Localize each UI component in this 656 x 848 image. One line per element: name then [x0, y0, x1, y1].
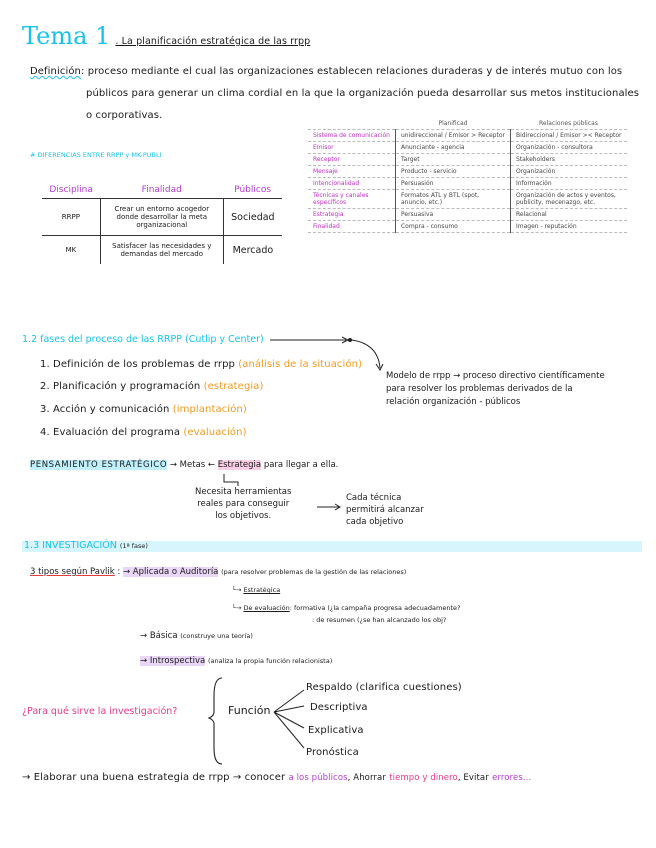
- diferencias-label: # DIFERENCIAS ENTRE RRPP y MK-PUBLI: [30, 151, 162, 159]
- basica-note: (construye una teoría): [180, 632, 253, 640]
- funcion-branch-explicativa: Explicativa: [308, 725, 364, 736]
- cmp-right: Relacional: [510, 209, 626, 221]
- section-1-3-title-text: 1.3 INVESTIGACIÓN: [24, 540, 117, 551]
- herr-line-1: Necesita herramientas: [195, 487, 292, 497]
- phase-1-extra: (análisis de la situación): [238, 359, 363, 370]
- final-prefix: → Elaborar una buena estrategia de rrpp → conocer: [22, 772, 286, 783]
- model-line-3: relación organización - públicos: [386, 397, 521, 407]
- disc-row-rrpp-publicos: Sociedad: [223, 199, 282, 236]
- introspectiva-label: → Introspectiva: [140, 656, 206, 666]
- phase-3-extra: (implantación): [172, 404, 247, 415]
- herr-line-2: reales para conseguir: [197, 499, 290, 509]
- phase-1: [40, 359, 362, 370]
- cmp-header-empty: [308, 118, 395, 130]
- cmp-header-publicidad: Planificad: [395, 118, 510, 130]
- cmp-right: Información: [510, 178, 626, 190]
- disc-row-rrpp-finalidad: Crear un entorno acogedor donde desarrollar la meta organizacional: [100, 199, 223, 236]
- cmp-key: Mensaje: [308, 166, 395, 178]
- disc-row-mk-publicos: Mercado: [232, 244, 274, 256]
- cmp-row: [308, 166, 627, 178]
- final-errores: errores...: [492, 773, 532, 783]
- cmp-right: Bidireccional / Emisor >< Receptor: [510, 130, 626, 142]
- herramientas-note: [195, 486, 291, 522]
- section-1-3-title: [24, 540, 148, 551]
- cmp-key: Estrategia: [308, 209, 395, 221]
- funcion-branch-respaldo: Respaldo (clarifica cuestiones): [306, 682, 462, 693]
- evaluacion-label: De evaluación: [243, 604, 290, 612]
- phase-2-text: 2. Planificación y programación: [40, 381, 201, 392]
- cmp-mid: Compra - consumo: [395, 221, 510, 233]
- cmp-row: [308, 221, 627, 233]
- phase-4-extra: (evaluación): [183, 427, 247, 438]
- cmp-key: Emisor: [308, 142, 395, 154]
- aplicada-label: → Aplicada o Auditoría: [122, 567, 219, 577]
- definition-label: Definición: [30, 66, 81, 77]
- estrategica-row: └→ Estratégica: [232, 586, 281, 594]
- disc-header-publicos: Públicos: [223, 182, 282, 199]
- phase-2-extra: (estrategia): [203, 381, 264, 392]
- model-note: [386, 370, 605, 409]
- phase-1-text: 1. Definición de los problemas de rrpp: [40, 359, 235, 370]
- cmp-right: Organización: [510, 166, 626, 178]
- cmp-mid: Anunciante - agencia: [395, 142, 510, 154]
- estrategica-label: Estratégica: [243, 586, 281, 594]
- disc-header-disciplina: Disciplina: [42, 182, 100, 199]
- tecnica-line-2: permitirá alcanzar: [346, 505, 424, 515]
- cmp-key: Intencionalidad: [308, 178, 395, 190]
- title-row: [22, 22, 310, 50]
- funcion-question: ¿Para qué sirve la investigación?: [22, 706, 178, 717]
- cmp-row: [308, 209, 627, 221]
- cmp-header-rrpp: Relaciones públicas: [510, 118, 626, 130]
- final-publicos: a los públicos: [288, 773, 348, 783]
- pensamiento-estrategia: Estrategia: [217, 460, 262, 470]
- definition-text-1: : proceso mediante el cual las organizaciones establecen relaciones duraderas y de interés mutuo con los: [81, 66, 623, 77]
- disc-header-finalidad: Finalidad: [100, 182, 223, 199]
- introspectiva-note: (analiza la propia función relacionista): [207, 657, 333, 665]
- tipos-label: 3 tipos según Pavlik: [30, 567, 115, 577]
- resumen-text: : de resumen (¿se han alcanzado los obj?: [312, 616, 447, 624]
- phase-4: [40, 427, 247, 438]
- cmp-row: [308, 178, 627, 190]
- cmp-row: [308, 130, 627, 142]
- right-arrow-icon: [316, 502, 342, 512]
- cmp-mid: Target: [395, 154, 510, 166]
- phase-3: [40, 404, 247, 415]
- basica-row: [140, 631, 253, 641]
- cmp-key: Receptor: [308, 154, 395, 166]
- section-1-2-title: 1.2 fases del proceso de las RRPP (Cutlip y Center): [22, 334, 264, 345]
- pensamiento-label: PENSAMIENTO ESTRATÉGICO: [30, 460, 168, 470]
- basica-label: → Básica: [140, 631, 178, 641]
- disc-row-mk-disciplina: MK: [42, 236, 100, 265]
- final-tiempo: tiempo y dinero: [389, 773, 458, 783]
- disc-row-rrpp-disciplina: RRPP: [42, 199, 100, 236]
- formativa-text: : formativa (¿la campaña progresa adecuadamente?: [289, 604, 461, 612]
- pensamiento-para: para llegar a ella.: [263, 460, 339, 470]
- page-title: Tema 1: [22, 22, 111, 50]
- aplicada-note: (para resolver problemas de la gestión de las relaciones): [221, 568, 407, 576]
- cmp-right: Stakeholders: [510, 154, 626, 166]
- cmp-key: Finalidad: [308, 221, 395, 233]
- evaluacion-row: └→ De evaluación: formativa (¿la campaña progresa adecuadamente?: [232, 604, 461, 612]
- model-line-1: Modelo de rrpp → proceso directivo científicamente: [386, 371, 605, 381]
- cmp-mid: Formatos ATL y BTL (spot, anuncio, etc.): [395, 190, 510, 209]
- tecnica-line-3: cada objetivo: [346, 517, 404, 527]
- introspectiva-row: [140, 656, 332, 666]
- cmp-mid: unidireccional / Emisor > Receptor: [395, 130, 510, 142]
- funcion-branch-descriptiva: Descriptiva: [310, 702, 368, 713]
- final-line: [22, 772, 531, 783]
- cmp-key: Sistema de comunicación: [308, 130, 395, 142]
- herr-line-3: los objetivos.: [215, 511, 272, 521]
- cmp-key: Técnicas y canales específicos: [308, 190, 395, 209]
- definition-line-2: públicos para generar un clima cordial en la que la organización pueda desarrollar sus metos institucionales: [86, 88, 640, 99]
- definition-line-3: o corporativas.: [86, 110, 163, 121]
- disciplines-table: [42, 182, 282, 264]
- cmp-mid: Producto - servicio: [395, 166, 510, 178]
- tecnica-line-1: Cada técnica: [346, 493, 402, 503]
- cmp-right: Organización - consultora: [510, 142, 626, 154]
- cmp-right: Imagen - reputación: [510, 221, 626, 233]
- cmp-row: [308, 142, 627, 154]
- comparison-table: [308, 118, 627, 233]
- model-line-2: para resolver los problemas derivados de la: [386, 384, 573, 394]
- cmp-mid: Persuasiva: [395, 209, 510, 221]
- cmp-right: Organización de actos y eventos, publicity, mecenazgo, etc.: [510, 190, 626, 209]
- phase-3-text: 3. Acción y comunicación: [40, 404, 170, 415]
- funcion-branch-pronostica: Pronóstica: [306, 747, 359, 758]
- disc-row-mk-finalidad: Satisfacer las necesidades y demandas del mercado: [100, 236, 223, 265]
- final-evitar: , Evitar: [457, 773, 489, 783]
- pensamiento-row: [30, 460, 338, 470]
- section-1-3-note: (1ª fase): [119, 542, 148, 550]
- cmp-mid: Persuasión: [395, 178, 510, 190]
- cmp-row: [308, 190, 627, 209]
- tecnica-note: [346, 492, 424, 528]
- page-subtitle: . La planificación estratégica de las rrpp: [115, 36, 311, 47]
- pensamiento-metas: → Metas ←: [169, 460, 216, 470]
- final-ahorrar: , Ahorrar: [347, 773, 386, 783]
- tipos-row: 3 tipos según Pavlik : → Aplicada o Auditoría (para resolver problemas de la gestión de las relaciones): [30, 567, 407, 577]
- funcion-label: Función: [228, 704, 271, 717]
- definition-line-1: [30, 66, 622, 77]
- phase-2: [40, 381, 264, 392]
- cmp-row: [308, 154, 627, 166]
- phase-4-text: 4. Evaluación del programa: [40, 427, 181, 438]
